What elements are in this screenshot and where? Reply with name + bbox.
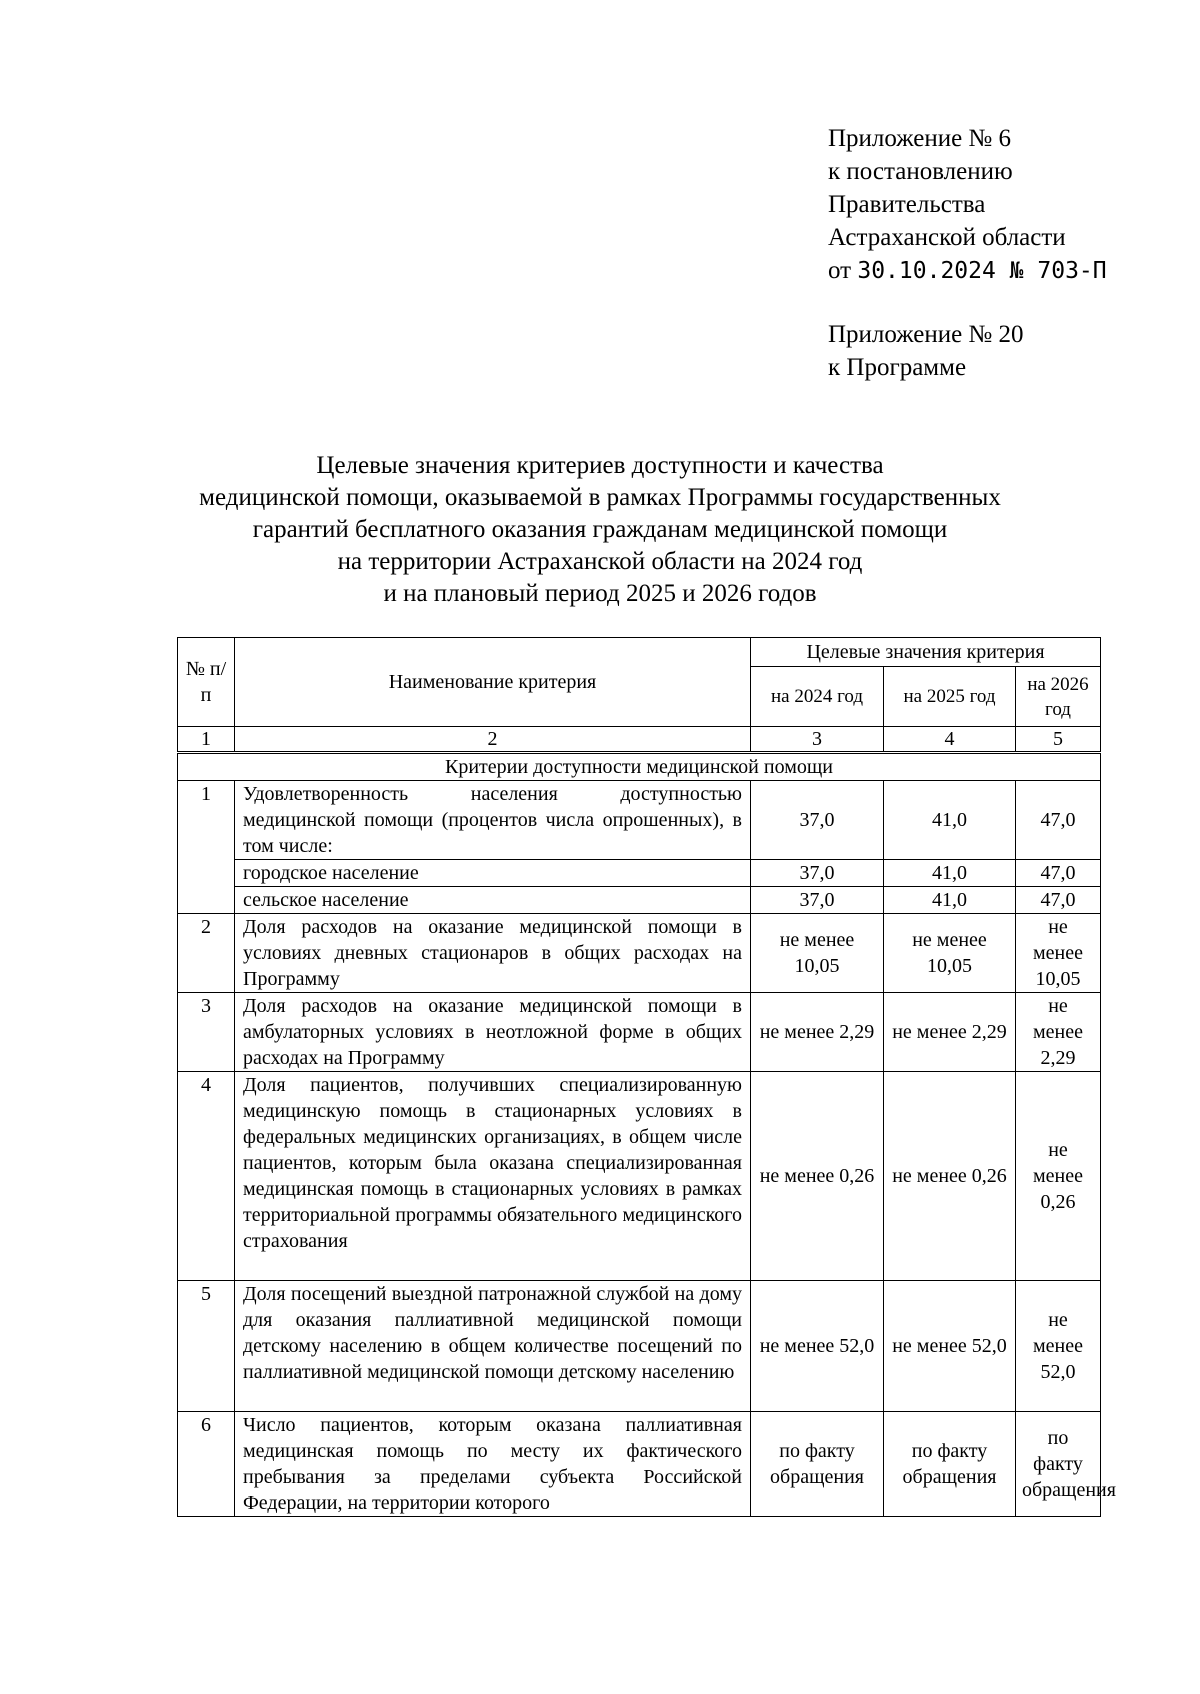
- row-number: 4: [178, 1072, 235, 1281]
- index-cell: 5: [1016, 727, 1101, 753]
- annex-6-title: Приложение № 6: [828, 125, 1012, 152]
- annex-20-block: [828, 318, 1168, 384]
- value-2024: 37,0: [751, 887, 884, 914]
- annex-6-line-4: Астраханской области: [828, 224, 1066, 251]
- value-2024: не менее 0,26: [751, 1072, 884, 1281]
- criterion-name: Доля посещений выездной патронажной службой на дому для оказания паллиативной медицинской помощи детскому населению в общем количестве посещений по паллиативной медицинской помощи детскому населению: [235, 1281, 751, 1412]
- table-row: [178, 887, 1101, 914]
- value-2026: не менее 10,05: [1016, 914, 1101, 993]
- header-num: № п/п: [178, 638, 235, 727]
- table-row: [178, 781, 1101, 860]
- annex-6-line-2: к постановлению: [828, 158, 1013, 185]
- index-cell: 3: [751, 727, 884, 753]
- criterion-name: Удовлетворенность населения доступностью медицинской помощи (процентов числа опрошенных), в том числе:: [235, 781, 751, 860]
- criterion-name: Доля расходов на оказание медицинской помощи в амбулаторных условиях в неотложной форме в общих расходах на Программу: [235, 993, 751, 1072]
- title-line-5: и на плановый период 2025 и 2026 годов: [383, 580, 817, 607]
- value-2025: по факту обращения: [884, 1412, 1016, 1517]
- value-2025: не менее 52,0: [884, 1281, 1016, 1412]
- index-cell: 1: [178, 727, 235, 753]
- value-2026: 47,0: [1016, 860, 1101, 887]
- criterion-name: Доля пациентов, получивших специализированную медицинскую помощь в стационарных условиях в федеральных медицинских организациях, в общем числе пациентов, которым была оказана специализированная медицинская помощь в стационарных условиях в рамках территориальной программы обязательного медицинского страхования: [235, 1072, 751, 1281]
- row-number: 6: [178, 1412, 235, 1517]
- value-2025: 41,0: [884, 781, 1016, 860]
- annex-20-line-2: к Программе: [828, 354, 967, 381]
- section-row: [178, 753, 1101, 781]
- criterion-name: Доля расходов на оказание медицинской помощи в условиях дневных стационаров в общих расходах на Программу: [235, 914, 751, 993]
- row-number: 3: [178, 993, 235, 1072]
- header-2026: на 2026 год: [1016, 667, 1101, 727]
- criteria-table: [177, 637, 1116, 1517]
- document-title: [180, 450, 1020, 610]
- value-2026: 47,0: [1016, 781, 1101, 860]
- value-2025: не менее 2,29: [884, 993, 1016, 1072]
- title-line-2: медицинской помощи, оказываемой в рамках Программы государственных: [199, 484, 1001, 511]
- criterion-name: сельское население: [235, 887, 751, 914]
- header-name: Наименование критерия: [235, 638, 751, 727]
- table-header-row: [178, 638, 1101, 667]
- value-2026: не менее 52,0: [1016, 1281, 1101, 1412]
- header-2024: на 2024 год: [751, 667, 884, 727]
- table-row: [178, 1281, 1101, 1412]
- index-cell: 4: [884, 727, 1016, 753]
- value-2025: 41,0: [884, 860, 1016, 887]
- value-2026: 47,0: [1016, 887, 1101, 914]
- annex-6-block: [828, 122, 1168, 288]
- value-2024: по факту обращения: [751, 1412, 884, 1517]
- title-line-1: Целевые значения критериев доступности и качества: [316, 452, 884, 479]
- column-index-row: [178, 727, 1101, 753]
- annex-6-date-line: [828, 254, 1168, 288]
- table-row: [178, 993, 1101, 1072]
- table-row: [178, 1072, 1101, 1281]
- value-2026: по факту обращения: [1016, 1412, 1101, 1517]
- section-title: Критерии доступности медицинской помощи: [178, 753, 1101, 781]
- index-cell: 2: [235, 727, 751, 753]
- value-2024: не менее 2,29: [751, 993, 884, 1072]
- table-row: [178, 860, 1101, 887]
- value-2024: не менее 10,05: [751, 914, 884, 993]
- annex-20-title: Приложение № 20: [828, 321, 1024, 348]
- title-line-3: гарантий бесплатного оказания гражданам медицинской помощи: [252, 516, 948, 543]
- value-2025: 41,0: [884, 887, 1016, 914]
- value-2026: не менее 0,26: [1016, 1072, 1101, 1281]
- value-2025: не менее 0,26: [884, 1072, 1016, 1281]
- criterion-name: городское население: [235, 860, 751, 887]
- resolution-date-number: 30.10.2024 № 703-П: [857, 258, 1107, 284]
- value-2026: не менее 2,29: [1016, 993, 1101, 1072]
- table-row: [178, 914, 1101, 993]
- title-line-4: на территории Астраханской области на 2024 год: [337, 548, 863, 575]
- value-2024: 37,0: [751, 781, 884, 860]
- date-prefix: от: [828, 257, 852, 284]
- row-number: 1: [178, 781, 235, 914]
- header-2025: на 2025 год: [884, 667, 1016, 727]
- table-row: [178, 1412, 1101, 1517]
- value-2024: 37,0: [751, 860, 884, 887]
- value-2025: не менее 10,05: [884, 914, 1016, 993]
- row-number: 2: [178, 914, 235, 993]
- value-2024: не менее 52,0: [751, 1281, 884, 1412]
- row-number: 5: [178, 1281, 235, 1412]
- header-target-values: Целевые значения критерия: [751, 638, 1101, 667]
- annex-6-line-3: Правительства: [828, 191, 986, 218]
- criterion-name: Число пациентов, которым оказана паллиативная медицинская помощь по месту их фактического пребывания за пределами субъекта Российской Федерации, на территории которого: [235, 1412, 751, 1517]
